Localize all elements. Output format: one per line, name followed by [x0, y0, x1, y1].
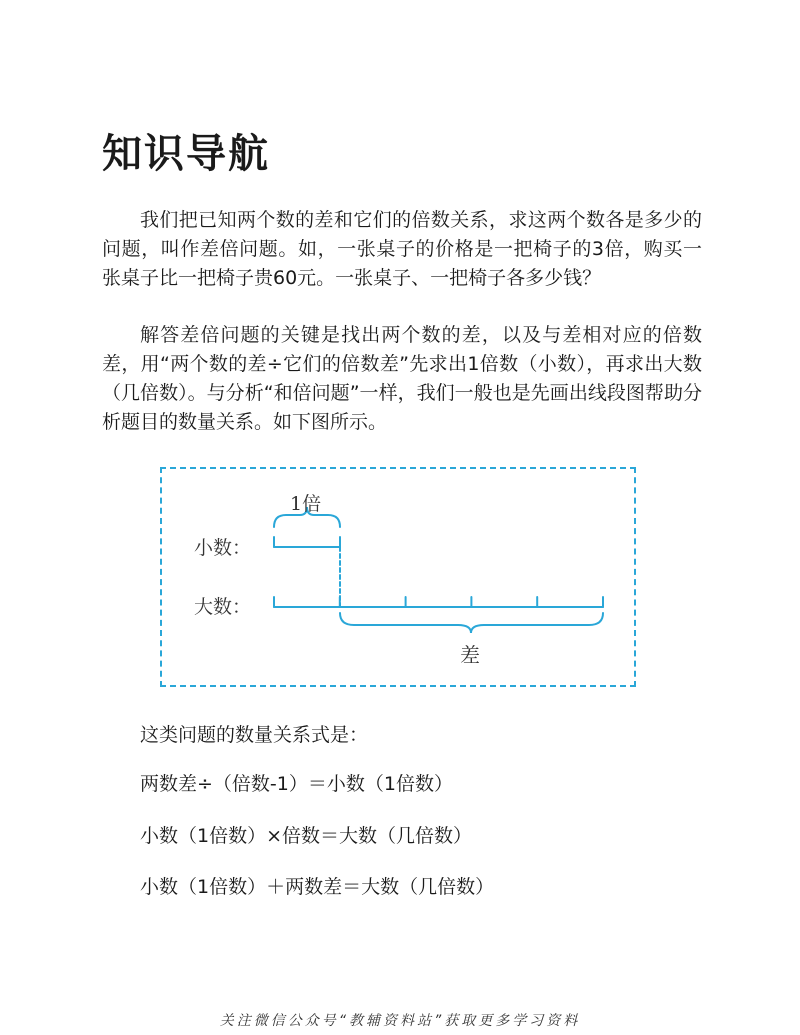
intro-paragraph: 我们把已知两个数的差和它们的倍数关系，求这两个数各是多少的问题，叫作差倍问题。如，一张桌子的价格是一把椅子的3倍，购买一张桌子比一把椅子贵60元。一张桌子、一把椅子各多少钱？ [102, 209, 702, 289]
large-number-ticks [274, 597, 603, 607]
relations-intro: 这类问题的数量关系式是： [140, 724, 369, 746]
difference-label: 差 [460, 643, 480, 667]
small-number-label: 小数： [194, 537, 252, 559]
diagram-canvas [162, 469, 638, 689]
difference-brace [340, 613, 603, 633]
page-title: 知识导航 [102, 131, 270, 177]
formula-large-by-multiple: 小数（1倍数）×倍数＝大数（几倍数） [140, 825, 473, 847]
footer-watermark: 关注微信公众号“教辅资料站”获取更多学习资料 [219, 1013, 581, 1029]
formula-large-by-difference: 小数（1倍数）＋两数差＝大数（几倍数） [140, 876, 495, 898]
one-times-label: 1倍 [290, 493, 322, 515]
diagram-lines [274, 507, 603, 633]
method-paragraph: 解答差倍问题的关键是找出两个数的差，以及与差相对应的倍数差，用“两个数的差÷它们的倍数差”先求出1倍数（小数），再求出大数（几倍数）。与分析“和倍问题”一样，我们一般也是先画出线段图帮助分析题目的数量关系。如下图所示。 [102, 324, 702, 433]
large-number-label: 大数： [194, 596, 252, 618]
line-segment-diagram [160, 467, 636, 687]
formula-small-number: 两数差÷（倍数-1）＝小数（1倍数） [140, 773, 453, 795]
